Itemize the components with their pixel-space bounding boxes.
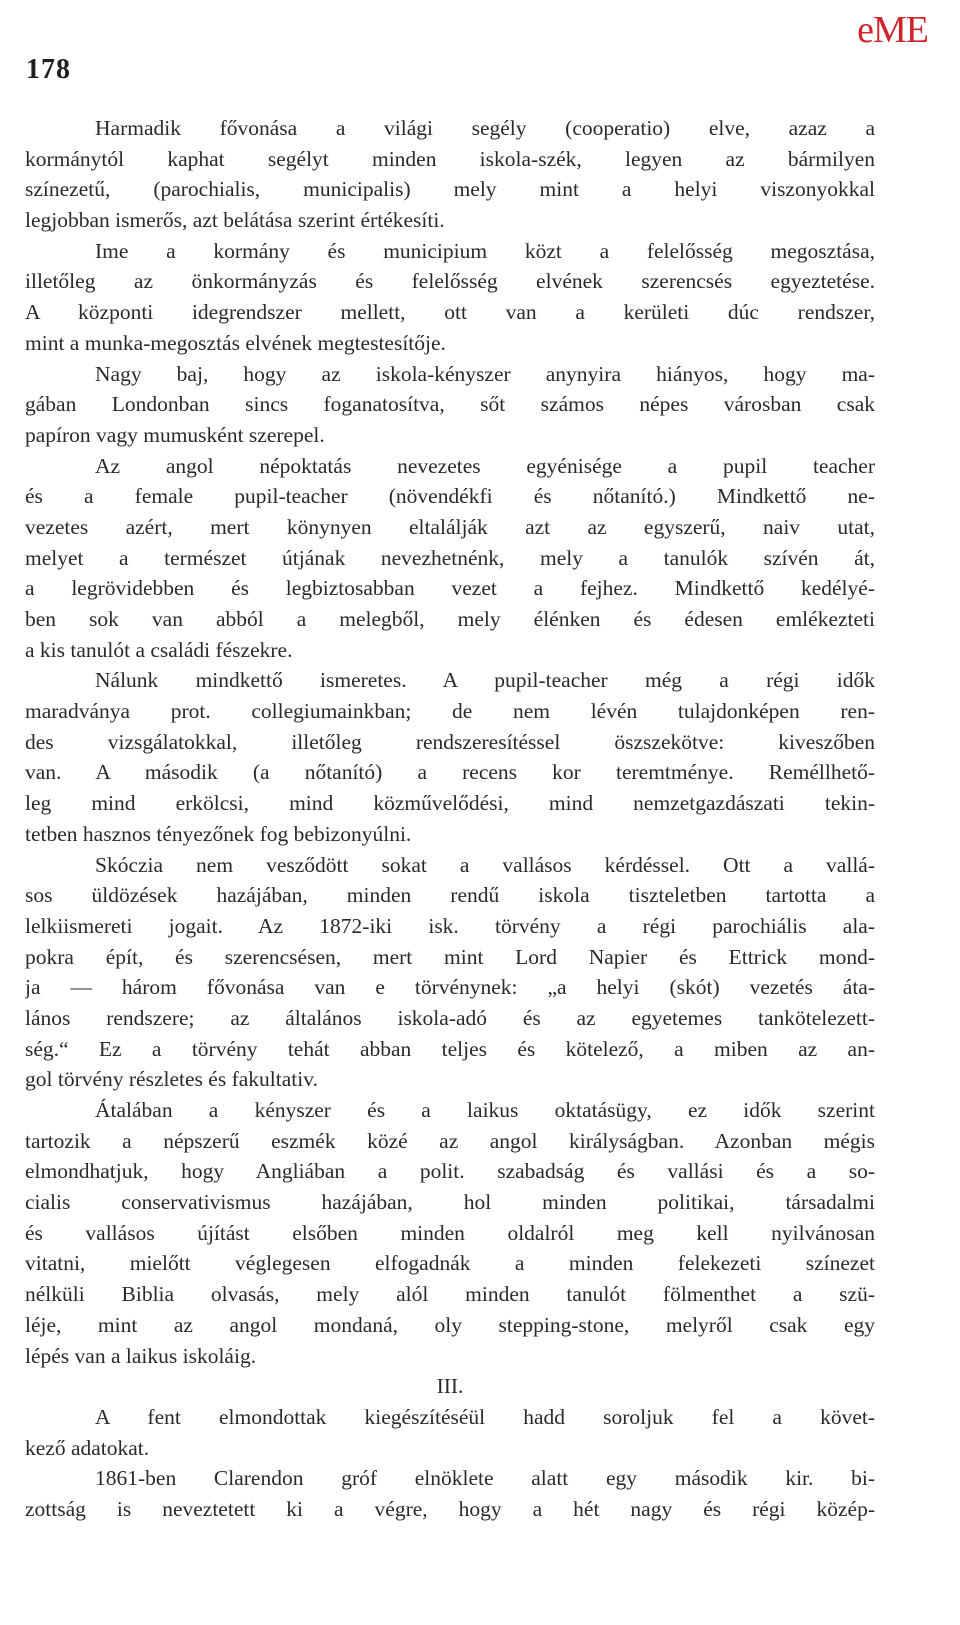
text-line: és a female pupil-teacher (növendékfi és nőtanító.) Mindkettő ne- (25, 484, 875, 509)
text-line: ben sok van abból a melegből, mely élénken és édesen emlékezteti (25, 607, 875, 631)
text-line: elmondhatjuk, hogy Angliában a polit. szabadság és vallási és a so- (25, 1159, 875, 1184)
text-line: A fent elmondottak kiegészítéséül hadd soroljuk fel a követ- (95, 1404, 875, 1429)
text-line: Nagy baj, hogy az iskola-kényszer anynyira hiányos, hogy ma- (95, 361, 875, 386)
text-line: lános rendszere; az általános iskola-adó és az egyetemes tankötelezett- (25, 1005, 875, 1030)
text-line: ség.“ Ez a törvény tehát abban teljes és kötelező, a miben az an- (25, 1036, 875, 1061)
text-line: Harmadik fővonása a világi segély (cooperatio) elve, azaz a (95, 116, 875, 140)
text-line: léje, mint az angol mondaná, oly stepping-stone, melyről csak egy (25, 1312, 875, 1337)
text-line: legjobban ismerős, azt belátása szerint értékesíti. (25, 208, 445, 233)
text-line: papíron vagy mumusként szerepel. (25, 422, 325, 447)
text-line: A központi idegrendszer mellett, ott van a kerületi dúc rendszer, (25, 300, 875, 325)
text-line: vezetes azért, mert könynyen eltalálják azt az egyszerű, naiv utat, (25, 514, 875, 539)
page-number: 178 (26, 54, 71, 85)
text-line: mint a munka-megosztás elvének megtestesítője. (25, 330, 446, 355)
text-line: tetben hasznos tényezőnek fog bebizonyúlni. (25, 821, 412, 846)
publisher-logo: eME (857, 9, 928, 51)
text-line: lépés van a laikus iskoláig. (25, 1343, 257, 1368)
text-line: a legrövidebben és legbiztosabban vezet a fejhez. Mindkettő kedélyé- (25, 576, 875, 601)
text-line: pokra épít, és szerencsésen, mert mint Lord Napier és Ettrick mond- (25, 944, 875, 969)
text-line: maradványa prot. collegiumainkban; de nem lévén tulajdonképen ren- (25, 699, 875, 724)
text-line: cialis conservativismus hazájában, hol minden politikai, társadalmi (25, 1190, 875, 1215)
text-line: illetőleg az önkormányzás és felelősség elvének szerencsés egyeztetése. (25, 269, 875, 294)
text-line: Skóczia nem vesződött sokat a vallásos kérdéssel. Ott a vallá- (95, 852, 875, 877)
text-line: zottság is neveztetett ki a végre, hogy a hét nagy és régi közép- (25, 1496, 875, 1521)
text-line: nélküli Biblia olvasás, mely alól minden tanulót fölmenthet a szü- (25, 1282, 875, 1307)
text-line: tartozik a népszerű eszmék közé az angol királyságban. Azonban mégis (25, 1128, 875, 1153)
text-line: sos üldözések hazájában, minden rendű iskola tiszteletben tartotta a (25, 883, 875, 908)
text-line: Az angol népoktatás nevezetes egyénisége a pupil teacher (95, 453, 875, 478)
text-line: gában Londonban sincs foganatosítva, sőt számos népes városban csak (25, 392, 875, 417)
text-line: des vizsgálatokkal, illetőleg rendszeresítéssel öszszekötve: kiveszőben (25, 729, 875, 754)
text-line: a kis tanulót a családi fészekre. (25, 637, 293, 662)
text-line: III. (436, 1374, 464, 1399)
text-line: 1861-ben Clarendon gróf elnöklete alatt egy második kir. bi- (95, 1466, 875, 1491)
text-line: ja — három fővonása van e törvénynek: „a helyi (skót) vezetés áta- (25, 975, 875, 1000)
body-text (25, 113, 875, 1525)
text-line: lelkiismereti jogait. Az 1872-iki isk. törvény a régi parochiális ala- (25, 913, 875, 938)
text-line: Ime a kormány és municipium közt a felelősség megosztása, (95, 238, 875, 263)
text-line: Átalában a kényszer és a laikus oktatásügy, ez idők szerint (95, 1098, 875, 1122)
text-line: és vallásos újítást elsőben minden oldalról meg kell nyilvánosan (25, 1220, 875, 1245)
text-line: melyet a természet útjának nevezhetnénk, mely a tanulók szívén át, (25, 545, 875, 570)
text-line: Nálunk mindkettő ismeretes. A pupil-teacher még a régi idők (95, 668, 875, 693)
text-line: kormánytól kaphat segélyt minden iskola-szék, legyen az bármilyen (25, 146, 875, 171)
text-line: kező adatokat. (25, 1435, 150, 1460)
text-line: van. A második (a nőtanító) a recens kor teremtménye. Reméllhető- (25, 760, 875, 785)
text-line: vitatni, mielőtt véglegesen elfogadnák a minden felekezeti színezet (25, 1251, 875, 1276)
text-line: gol törvény részletes és fakultativ. (25, 1067, 318, 1092)
text-line: leg mind erkölcsi, mind közművelődési, mind nemzetgazdászati tekin- (25, 791, 875, 816)
text-line: színezetű, (parochialis, municipalis) mely mint a helyi viszonyokkal (25, 177, 875, 202)
